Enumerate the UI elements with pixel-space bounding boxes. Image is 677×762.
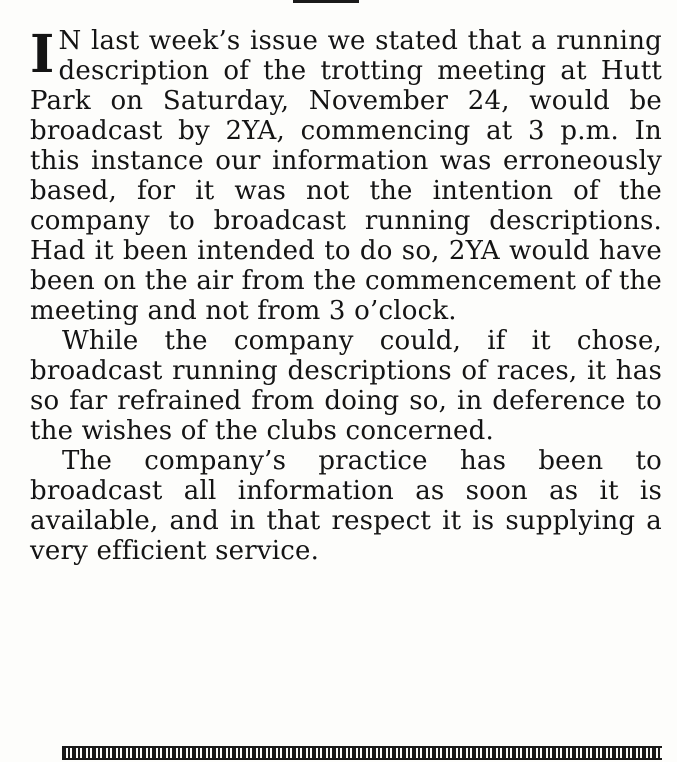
paragraph-1 [30, 26, 662, 326]
drop-cap: I [30, 24, 55, 85]
paragraph-3: The company’s practice has been to broadcast all information as soon as it is available, and in that respect it is supplying a very efficient service. [30, 446, 662, 566]
paragraph-2: While the company could, if it chose, broadcast running descriptions of races, it has so far refrained from doing so, in deference to the wishes of the clubs concerned. [30, 326, 662, 446]
bottom-rule [62, 746, 662, 760]
top-rule [293, 0, 359, 3]
paragraph-1-text: N last week’s issue we stated that a running description of the trotting meeting at Hutt Park on Saturday, November 24, would be broadcast by 2YA, commencing at 3 p.m. In this instance our information was erroneously based, for it was not the intention of the company to broadcast running descriptions. Had it been intended to do so, 2YA would have been on the air from the commencement of the meeting and not from 3 o’clock. [30, 26, 662, 326]
article [30, 26, 662, 566]
